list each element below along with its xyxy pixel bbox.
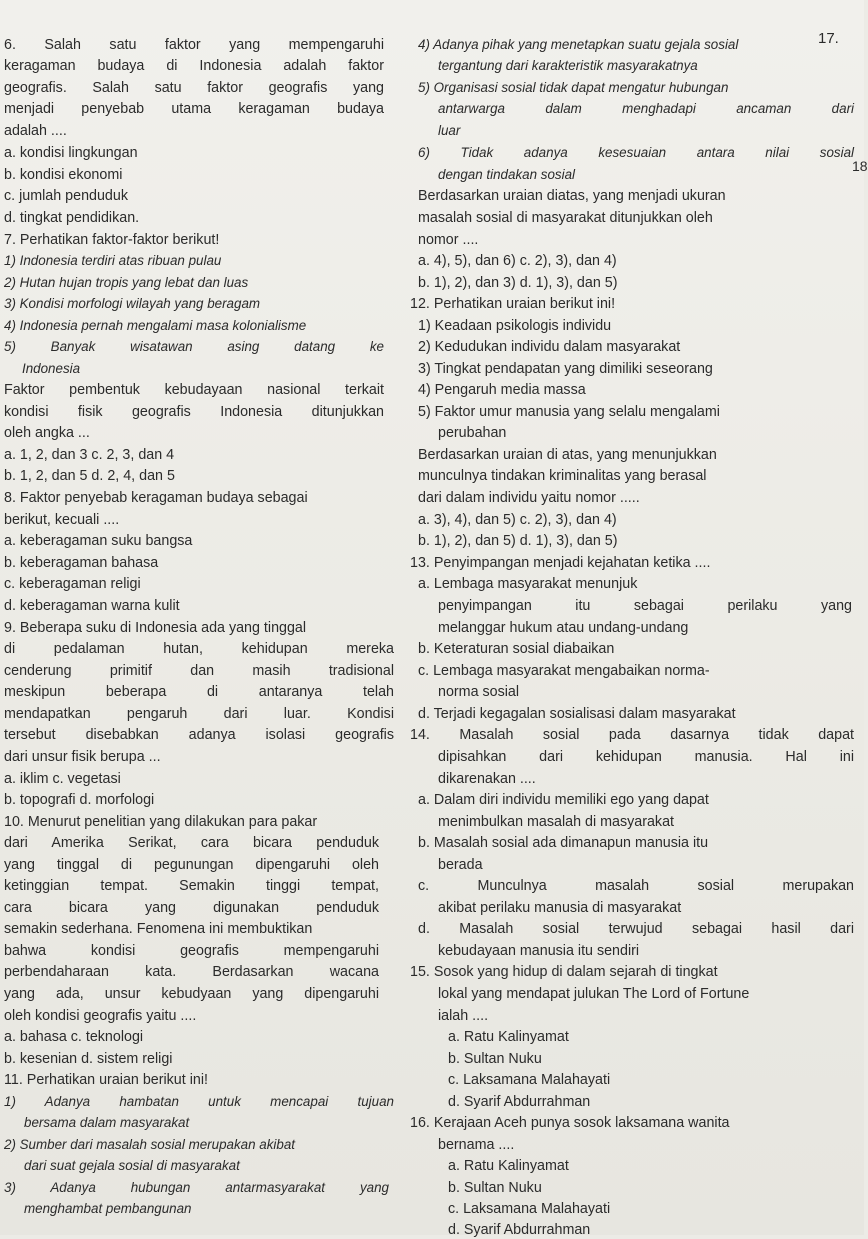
left-column-line: bersama dalam masyarakat	[24, 1115, 190, 1130]
right-column-line: b. Sultan Nuku	[448, 1180, 542, 1196]
left-column-line: dari Amerika Serikat, cara bicara penduduk	[4, 835, 379, 851]
left-column-line: keragaman budaya di Indonesia adalah faktor	[4, 58, 384, 74]
right-column-line: munculnya tindakan kriminalitas yang berasal	[418, 468, 707, 484]
right-column-line: tergantung dari karakteristik masyarakatnya	[438, 58, 698, 73]
right-column-line: nomor ....	[418, 232, 479, 248]
right-column-line: a. 3), 4), dan 5) c. 2), 3), dan 4)	[418, 512, 617, 528]
right-column-line: menimbulkan masalah di masyarakat	[438, 814, 675, 830]
left-column-line: c. jumlah penduduk	[4, 188, 128, 204]
left-column-line: 8. Faktor penyebab keragaman budaya sebagai	[4, 490, 308, 506]
left-column-line: a. keberagaman suku bangsa	[4, 533, 193, 549]
left-column-line: 10. Menurut penelitian yang dilakukan para pakar	[4, 814, 318, 830]
right-column-line: b. Masalah sosial ada dimanapun manusia itu	[418, 835, 709, 851]
left-column-line: 7. Perhatikan faktor-faktor berikut!	[4, 232, 220, 248]
left-column-line: ketinggian tempat. Semakin tinggi tempat,	[4, 878, 379, 894]
left-column-line: b. 1, 2, dan 5 d. 2, 4, dan 5	[4, 468, 175, 484]
right-column-line: kebudayaan manusia itu sendiri	[438, 943, 640, 959]
left-column-line: yang tinggal di pegunungan dipengaruhi oleh	[4, 857, 379, 873]
left-column-line: 2) Sumber dari masalah sosial merupakan akibat	[4, 1137, 296, 1152]
right-column-line: lokal yang mendapat julukan The Lord of Fortune	[438, 986, 750, 1002]
right-column-line: 14. Masalah sosial pada dasarnya tidak dapat	[410, 727, 854, 743]
left-column-line: berikut, kecuali ....	[4, 512, 120, 528]
left-column-line: a. kondisi lingkungan	[4, 145, 138, 161]
left-column-line: oleh kondisi geografis yaitu ....	[4, 1008, 197, 1024]
left-column-line: a. bahasa c. teknologi	[4, 1029, 144, 1045]
right-column-line: berada	[438, 857, 483, 873]
left-column-line: d. tingkat pendidikan.	[4, 210, 140, 226]
right-column-line: d. Masalah sosial terwujud sebagai hasil dari	[418, 921, 854, 937]
left-column-line: 6. Salah satu faktor yang mempengaruhi	[4, 37, 384, 53]
left-column-line: perbendaharaan kata. Berdasarkan wacana	[4, 964, 379, 980]
right-column-line: perubahan	[438, 425, 507, 441]
right-column-line: dengan tindakan sosial	[438, 167, 575, 182]
right-column-line: a. Dalam diri individu memiliki ego yang dapat	[418, 792, 709, 808]
right-column-line: b. Keteraturan sosial diabaikan	[418, 641, 615, 657]
right-column-line: 15. Sosok yang hidup di dalam sejarah di tingkat	[410, 964, 718, 980]
cropped-edge-text: 18	[852, 158, 868, 174]
right-column-line: 4) Pengaruh media massa	[418, 382, 586, 398]
left-column-line: 3) Kondisi morfologi wilayah yang beragam	[4, 296, 261, 311]
right-column-line: 2) Kedudukan individu dalam masyarakat	[418, 339, 681, 355]
right-column-line: Berdasarkan uraian diatas, yang menjadi ukuran	[418, 188, 726, 204]
left-column-line: dari unsur fisik berupa ...	[4, 749, 161, 765]
left-column-line: b. kesenian d. sistem religi	[4, 1051, 173, 1067]
right-column-line: 13. Penyimpangan menjadi kejahatan ketika ....	[410, 555, 711, 571]
right-column-line: 6) Tidak adanya kesesuaian antara nilai sosial	[418, 145, 854, 160]
left-column-line: meskipun beberapa di antaranya telah	[4, 684, 394, 700]
left-column-line: d. keberagaman warna kulit	[4, 598, 180, 614]
left-column-line: Faktor pembentuk kebudayaan nasional terkait	[4, 382, 384, 398]
right-column-line: norma sosial	[438, 684, 520, 700]
left-column-line: oleh angka ...	[4, 425, 90, 441]
left-column-line: 9. Beberapa suku di Indonesia ada yang tinggal	[4, 620, 307, 636]
right-column-line: 5) Organisasi sosial tidak dapat mengatur hubungan	[418, 80, 729, 95]
right-column-line: d. Syarif Abdurrahman	[448, 1222, 591, 1238]
right-column-line: a. 4), 5), dan 6) c. 2), 3), dan 4)	[418, 253, 617, 269]
left-column-line: kondisi fisik geografis Indonesia ditunjukkan	[4, 404, 384, 420]
right-column-line: 4) Adanya pihak yang menetapkan suatu gejala sosial	[418, 37, 739, 52]
left-column-line: menjadi penyebab utama keragaman budaya	[4, 101, 384, 117]
left-column-line: geografis. Salah satu faktor geografis yang	[4, 80, 384, 96]
right-column-line: 1) Keadaan psikologis individu	[418, 318, 612, 334]
left-column-line: Indonesia	[22, 361, 81, 376]
right-column-line: a. Ratu Kalinyamat	[448, 1158, 569, 1174]
right-column-line: ialah ....	[438, 1008, 489, 1024]
right-column-line: c. Laksamana Malahayati	[448, 1201, 611, 1217]
left-column-line: cenderung primitif dan masih tradisional	[4, 663, 394, 679]
left-column-line: dari suat gejala sosial di masyarakat	[24, 1158, 240, 1173]
left-column-line: 4) Indonesia pernah mengalami masa kolonialisme	[4, 318, 307, 333]
right-column-line: antarwarga dalam menghadapi ancaman dari	[438, 101, 854, 116]
left-column-line: 1) Adanya hambatan untuk mencapai tujuan	[4, 1094, 394, 1109]
right-column-line: a. Lembaga masyarakat menunjuk	[418, 576, 638, 592]
page-number: 17.	[818, 30, 839, 47]
right-column-line: d. Syarif Abdurrahman	[448, 1094, 591, 1110]
right-column-line: d. Terjadi kegagalan sosialisasi dalam masyarakat	[418, 706, 736, 722]
right-column-line: b. 1), 2), dan 3) d. 1), 3), dan 5)	[418, 275, 618, 291]
right-column-line: c. Lembaga masyarakat mengabaikan norma-	[418, 663, 710, 679]
left-column-line: 2) Hutan hujan tropis yang lebat dan luas	[4, 275, 249, 290]
left-column-line: a. 1, 2, dan 3 c. 2, 3, dan 4	[4, 447, 175, 463]
left-column-line: 11. Perhatikan uraian berikut ini!	[4, 1072, 208, 1088]
right-column-line: c. Laksamana Malahayati	[448, 1072, 611, 1088]
left-column-line: 5) Banyak wisatawan asing datang ke	[4, 339, 384, 354]
left-column-line: di pedalaman hutan, kehidupan mereka	[4, 641, 394, 657]
left-column-line: 1) Indonesia terdiri atas ribuan pulau	[4, 253, 222, 268]
right-column-line: bernama ....	[438, 1137, 515, 1153]
left-column-line: mendapatkan pengaruh dari luar. Kondisi	[4, 706, 394, 722]
right-column-line: masalah sosial di masyarakat ditunjukkan oleh	[418, 210, 713, 226]
right-column-line: penyimpangan itu sebagai perilaku yang	[438, 598, 852, 614]
left-column-line: bahwa kondisi geografis mempengaruhi	[4, 943, 379, 959]
left-column-line: tersebut disebabkan adanya isolasi geografis	[4, 727, 394, 743]
right-column-line: akibat perilaku manusia di masyarakat	[438, 900, 682, 916]
left-column-line: yang ada, unsur kebudyaan yang dipengaruhi	[4, 986, 379, 1002]
left-column-line: 3) Adanya hubungan antarmasyarakat yang	[4, 1180, 389, 1195]
left-column-line: adalah ....	[4, 123, 67, 139]
right-column-line: 16. Kerajaan Aceh punya sosok laksamana wanita	[410, 1115, 730, 1131]
right-column-line: c. Munculnya masalah sosial merupakan	[418, 878, 854, 894]
right-column-line: melanggar hukum atau undang-undang	[438, 620, 689, 636]
left-column-line: semakin sederhana. Fenomena ini membuktikan	[4, 921, 313, 937]
right-column-line: 12. Perhatikan uraian berikut ini!	[410, 296, 616, 312]
right-column-line: b. Sultan Nuku	[448, 1051, 542, 1067]
right-column-line: dikarenakan ....	[438, 771, 536, 787]
left-column-line: a. iklim c. vegetasi	[4, 771, 121, 787]
right-column-line: dipisahkan dari kehidupan manusia. Hal ini	[438, 749, 854, 765]
right-column-line: a. Ratu Kalinyamat	[448, 1029, 569, 1045]
right-column-line: luar	[438, 123, 461, 138]
right-column-line: dari dalam individu yaitu nomor .....	[418, 490, 640, 506]
left-column-line: c. keberagaman religi	[4, 576, 141, 592]
left-column-line: b. keberagaman bahasa	[4, 555, 159, 571]
left-column-line: b. kondisi ekonomi	[4, 167, 123, 183]
left-column-line: b. topografi d. morfologi	[4, 792, 155, 808]
right-column-line: Berdasarkan uraian di atas, yang menunjukkan	[418, 447, 717, 463]
right-column-line: 3) Tingkat pendapatan yang dimiliki seseorang	[418, 361, 713, 377]
right-column-line: 5) Faktor umur manusia yang selalu mengalami	[418, 404, 720, 420]
right-column-line: b. 1), 2), dan 5) d. 1), 3), dan 5)	[418, 533, 618, 549]
left-column-line: menghambat pembangunan	[24, 1201, 192, 1216]
left-column-line: cara bicara yang digunakan penduduk	[4, 900, 379, 916]
